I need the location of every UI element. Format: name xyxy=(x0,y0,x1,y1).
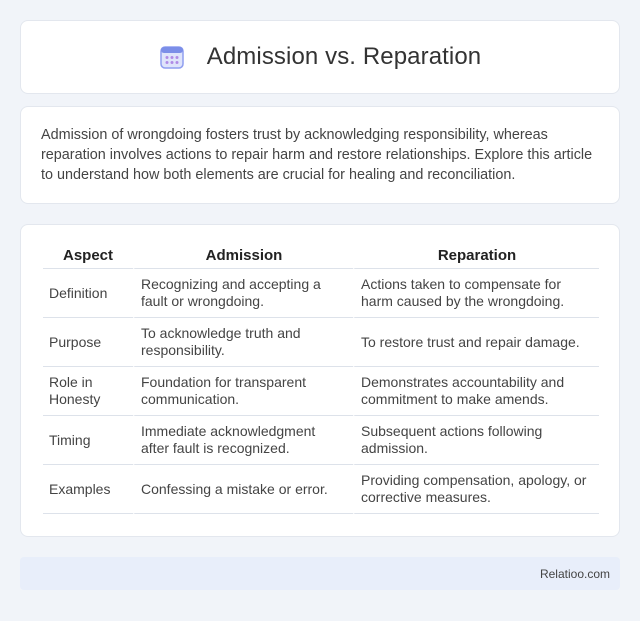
table-row xyxy=(43,465,599,514)
page-title: Admission vs. Reparation xyxy=(206,43,482,70)
table-row xyxy=(43,367,599,416)
header-admission: Admission xyxy=(133,243,353,269)
cell-admission: Confessing a mistake or error. xyxy=(133,465,353,514)
intro-text: Admission of wrongdoing fosters trust by acknowledging responsibility, whereas reparation involves actions to repair harm and restore relationships. Explore this article to understand how both elements are crucial for healing and reconciliation. xyxy=(41,127,593,183)
cell-aspect: Purpose xyxy=(43,318,133,367)
title-card xyxy=(20,20,620,94)
table-row xyxy=(43,416,599,465)
cell-reparation: Actions taken to compensate for harm caused by the wrongdoing. xyxy=(353,269,599,318)
cell-aspect: Timing xyxy=(43,416,133,465)
cell-reparation: Providing compensation, apology, or corrective measures. xyxy=(353,465,599,514)
intro-card xyxy=(20,106,620,204)
table-header-row xyxy=(43,243,599,269)
table-row xyxy=(43,269,599,318)
cell-reparation: To restore trust and repair damage. xyxy=(353,318,599,367)
cell-admission: Recognizing and accepting a fault or wrongdoing. xyxy=(133,269,353,318)
comparison-table-card xyxy=(20,224,620,537)
cell-aspect: Definition xyxy=(43,269,133,318)
calendar-icon xyxy=(159,44,185,70)
cell-reparation: Subsequent actions following admission. xyxy=(353,416,599,465)
cell-admission: Foundation for transparent communication. xyxy=(133,367,353,416)
cell-aspect: Examples xyxy=(43,465,133,514)
table-row xyxy=(43,318,599,367)
comparison-table xyxy=(43,243,599,514)
header-aspect: Aspect xyxy=(43,243,133,269)
cell-admission: Immediate acknowledgment after fault is recognized. xyxy=(133,416,353,465)
footer xyxy=(20,557,620,590)
footer-brand[interactable]: Relatioo.com xyxy=(539,566,610,581)
cell-aspect: Role in Honesty xyxy=(43,367,133,416)
cell-reparation: Demonstrates accountability and commitment to make amends. xyxy=(353,367,599,416)
cell-admission: To acknowledge truth and responsibility. xyxy=(133,318,353,367)
header-reparation: Reparation xyxy=(353,243,599,269)
